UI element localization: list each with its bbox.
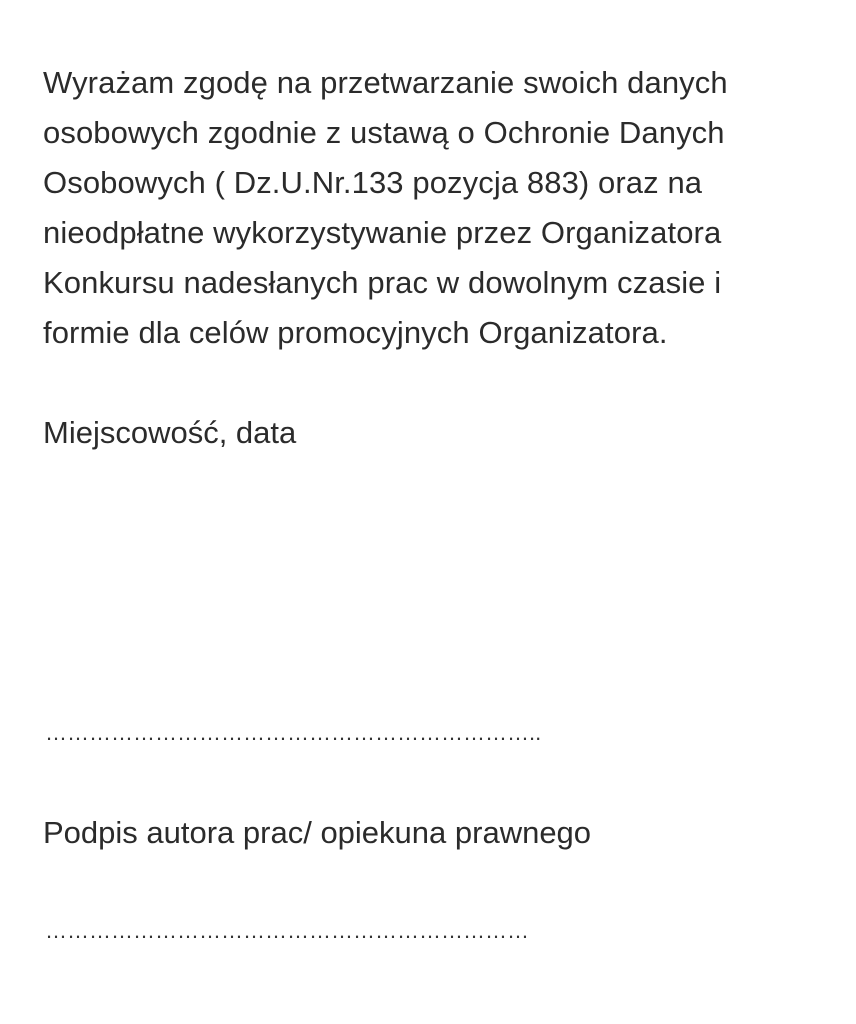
consent-line: osobowych zgodnie z ustawą o Ochronie Danych [43, 115, 725, 150]
consent-line: Osobowych ( Dz.U.Nr.133 pozycja 883) oraz na [43, 165, 703, 200]
consent-text [43, 58, 833, 358]
place-date-fill-line: ………………………………………………………….. [45, 720, 542, 745]
consent-line: Wyrażam zgodę na przetwarzanie swoich danych [43, 65, 728, 100]
consent-paragraph [43, 58, 833, 358]
consent-line: nieodpłatne wykorzystywanie przez Organizatora [43, 215, 722, 250]
signature-fill-line: ………………………………………………………… [45, 918, 529, 943]
signature-label: Podpis autora prac/ opiekuna prawnego [43, 815, 592, 850]
consent-line: formie dla celów promocyjnych Organizatora. [43, 315, 668, 350]
place-date-label: Miejscowość, data [43, 415, 297, 450]
consent-line: Konkursu nadesłanych prac w dowolnym czasie i [43, 265, 722, 300]
